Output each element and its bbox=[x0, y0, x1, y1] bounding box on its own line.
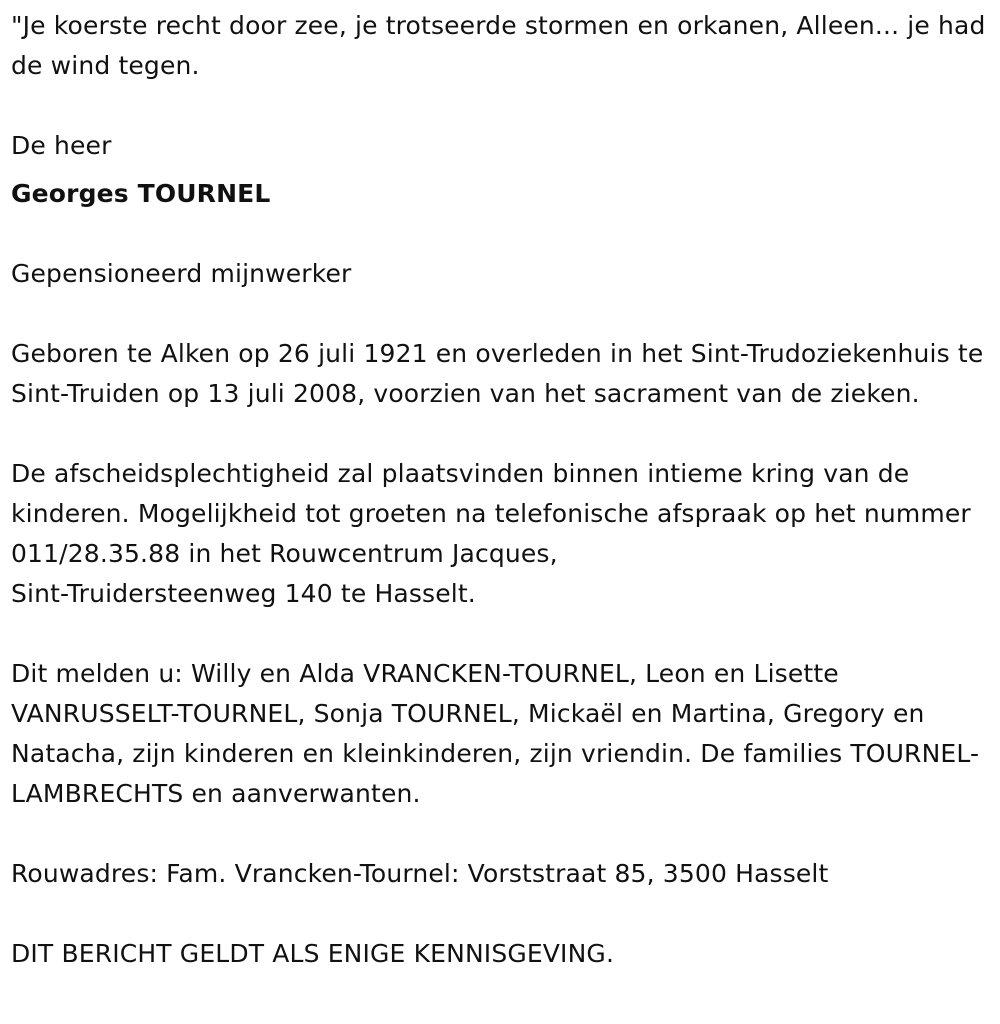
death-notice bbox=[11, 6, 991, 974]
ceremony-paragraph: De afscheidsplechtigheid zal plaatsvinden binnen intieme kring van de kinderen. Mogelijkheid tot groeten na telefonische afspraak op het nummer 011/28.35.88 in het Rouwcentrum Jacques, bbox=[11, 459, 971, 568]
deceased-name: Georges TOURNEL bbox=[11, 179, 271, 208]
mourning-address: Rouwadres: Fam. Vrancken-Tournel: Vorststraat 85, 3500 Hasselt bbox=[11, 859, 829, 888]
opening-quote: "Je koerste recht door zee, je trotseerde stormen en orkanen, Alleen... je had de wind tegen. bbox=[11, 11, 986, 80]
closing-statement: DIT BERICHT GELDT ALS ENIGE KENNISGEVING. bbox=[11, 939, 615, 968]
announcers-paragraph: Dit melden u: Willy en Alda VRANCKEN-TOURNEL, Leon en Lisette VANRUSSELT-TOURNEL, Sonja TOURNEL, Mickaël en Martina, Gregory en Natacha, zijn kinderen en kleinkinderen, zijn vriendin. De families TOURNEL-LAMBRECHTS en aanverwanten. bbox=[11, 659, 980, 808]
ceremony-address: Sint-Truidersteenweg 140 te Hasselt. bbox=[11, 579, 476, 608]
salutation: De heer bbox=[11, 131, 112, 160]
birth-death-paragraph: Geboren te Alken op 26 juli 1921 en overleden in het Sint-Trudoziekenhuis te Sint-Truiden op 13 juli 2008, voorzien van het sacrament van de zieken. bbox=[11, 339, 984, 408]
occupation: Gepensioneerd mijnwerker bbox=[11, 259, 352, 288]
